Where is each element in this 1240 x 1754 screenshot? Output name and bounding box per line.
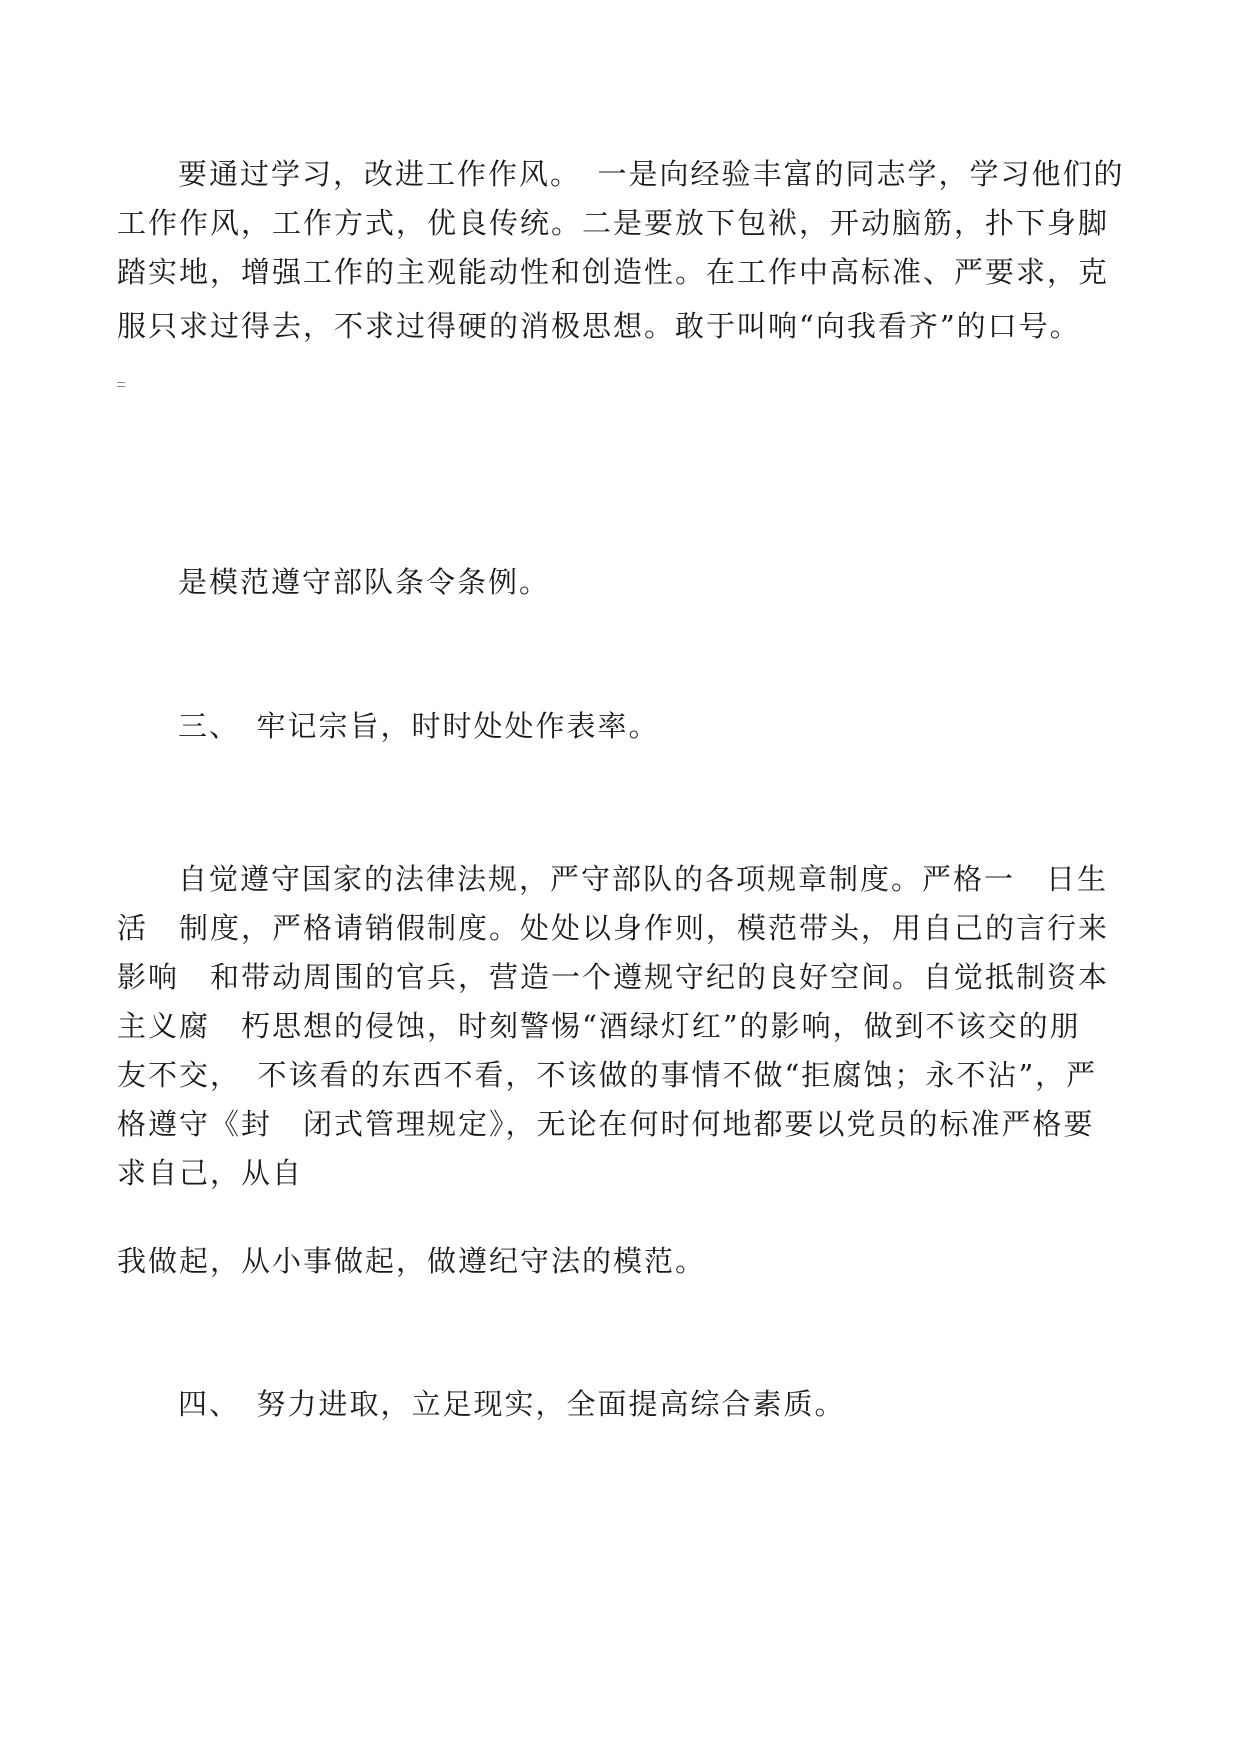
paragraph-3-line-2: 活 制度，严格请销假制度。处处以身作则，模范带头，用自己的言行来	[117, 911, 1110, 945]
paragraph-3-line-7: 求自己，从自	[117, 1156, 304, 1190]
section-heading-3: 三、 牢记宗旨，时时处处作表率。	[178, 709, 660, 743]
paragraph-1-line-4: 服只求过得去，不求过得硬的消极思想。敢于叫响“向我看齐”的口号。	[117, 309, 1081, 343]
small-mark	[117, 382, 125, 387]
paragraph-2: 是模范遵守部队条令条例。	[178, 565, 551, 599]
paragraph-3-line-4: 主义腐 朽思想的侵蚀，时刻警惕“酒绿灯红”的影响，做到不该交的朋	[117, 1009, 1081, 1043]
paragraph-3-line-6: 格遵守《封 闭式管理规定》，无论在何时何地都要以党员的标准严格要	[117, 1107, 1095, 1141]
paragraph-3-line-5: 友不交， 不该看的东西不看，不该做的事情不做“拒腐蚀；永不沾”，严	[117, 1058, 1098, 1092]
paragraph-1-line-1: 要通过学习，改进工作作风。 一是向经验丰富的同志学，学习他们的	[178, 157, 1125, 191]
paragraph-3-line-3: 影响 和带动周围的官兵，营造一个遵规守纪的良好空间。自觉抵制资本	[117, 960, 1110, 994]
paragraph-3-line-1: 自觉遵守国家的法律法规，严守部队的各项规章制度。严格一 日生	[178, 862, 1109, 896]
paragraph-1-line-3: 踏实地，增强工作的主观能动性和创造性。在工作中高标准、严要求，克	[117, 255, 1110, 289]
paragraph-1-line-2: 工作作风，工作方式，优良传统。二是要放下包袱，开动脑筋，扑下身脚	[117, 206, 1110, 240]
paragraph-4: 我做起，从小事做起，做遵纪守法的模范。	[117, 1244, 707, 1278]
section-heading-4: 四、 努力进取，立足现实，全面提高综合素质。	[178, 1387, 846, 1421]
